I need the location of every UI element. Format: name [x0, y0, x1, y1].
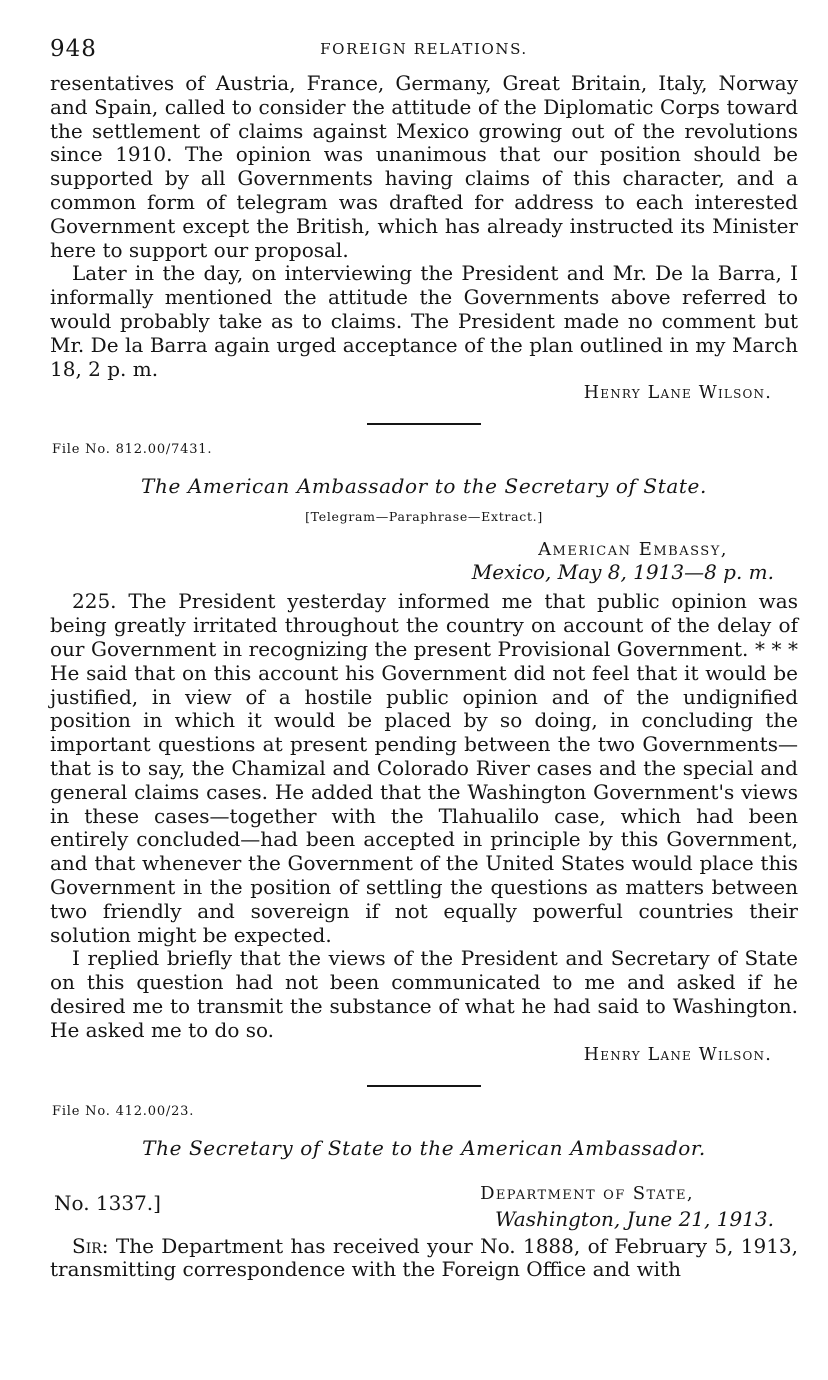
paragraph: 225. The President yesterday informed me that public opinion was being greatly irritated throughout the country on account of the delay of our Government in recognizing the present Provisional Government. * * * He said that on this account his Government did not feel that it would be justified, in view of a hostile public opinion and of the undignified position in which it would be placed by so doing, in concluding the important questions at present pending between the two Governments—that is to say, the Chamizal and Colorado River cases and the special and general claims cases. He added that the Washington Government's views in these cases—together with the Tlahualilo case, which had been entirely concluded—had been accepted in principle by this Government, and that whenever the Government of the United States would place this Government in the position of settling the questions as matters between two friendly and sovereign if not equally powerful countries their solution might be expected.: [50, 589, 798, 947]
telegram-note: [Telegram—Paraphrase—Extract.]: [305, 509, 543, 525]
file-number: File No. 412.00/23.: [52, 1103, 195, 1119]
sender-address: Department of State,: [480, 1182, 694, 1204]
running-head-title: FOREIGN RELATIONS.: [320, 40, 528, 58]
paragraph-text: The Department has received your No. 1888, of February 5, 1913, transmitting correspondence with the Foreign Office and with: [50, 1233, 798, 1282]
sender-address: American Embassy,: [538, 539, 728, 561]
signature: Henry Lane Wilson.: [583, 1044, 772, 1065]
page-number: 948: [50, 36, 97, 62]
dateline: Washington, June 21, 1913.: [494, 1206, 774, 1231]
section-divider: [367, 423, 481, 425]
document-page: [50, 32, 798, 1282]
document-title: The American Ambassador to the Secretary of State.: [141, 474, 707, 499]
dateline: Mexico, May 8, 1913—8 p. m.: [471, 560, 774, 585]
continued-paragraph: resentatives of Austria, France, Germany, Great Britain, Italy, Norway and Spain, called to consider the attitude of the Diplomatic Corps toward the settlement of claims against Mexico growing out of the revolutions since 1910. The opinion was unanimous that our position should be supported by all Governments having claims of this character, and a common form of telegram was drafted for address to each interested Government except the British, which has already instructed its Minister here to support our proposal.: [50, 71, 798, 262]
paragraph: I replied briefly that the views of the President and Secretary of State on this question had not been communicated to me and asked if he desired me to transmit the substance of what he had said to Washington. He asked me to do so.: [50, 946, 798, 1042]
running-head: [50, 32, 798, 72]
document-title: The Secretary of State to the American Ambassador.: [142, 1135, 706, 1160]
letter-heading: [50, 1183, 798, 1235]
signature: Henry Lane Wilson.: [583, 383, 772, 404]
section-divider: [367, 1085, 481, 1087]
letter-number: No. 1337.]: [54, 1190, 161, 1215]
file-number: File No. 812.00/7431.: [52, 442, 213, 458]
paragraph: [50, 1235, 798, 1283]
paragraph: Later in the day, on interviewing the President and Mr. De la Barra, I informally mentioned the attitude the Governments above referred to would probably take as to claims. The President made no comment but Mr. De la Barra again urged acceptance of the plan outlined in my March 18, 2 p. m.: [50, 261, 798, 381]
salutation: Sir:: [72, 1233, 109, 1258]
